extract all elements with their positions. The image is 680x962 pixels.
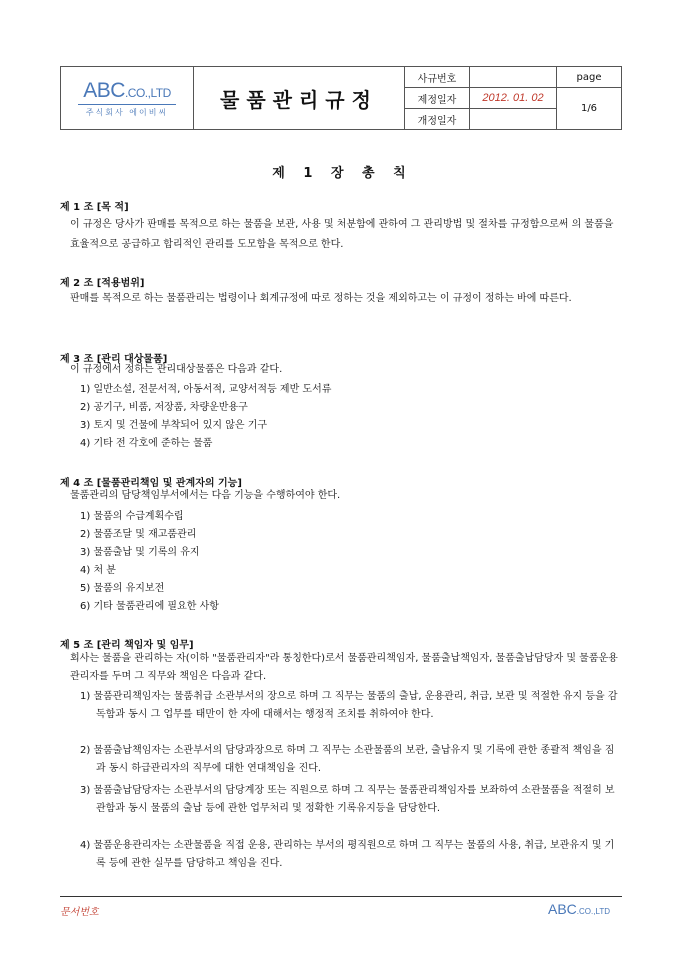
logo-text: ABC bbox=[83, 78, 125, 102]
article-5-item: 1) 물품관리책임자는 물품취급 소관부서의 장으로 하며 그 직무는 물품의 출납, 운용관리, 취급, 보관 및 적절한 유지 등을 감독함과 동시 그 업무를 태만이 한 자에 대해서는 행정적 조치를 취하여야 한다. bbox=[80, 691, 618, 720]
article-5-item: 4) 물품운용관리자는 소관물품을 직접 운용, 관리하는 부서의 평직원으로 하며 그 직무는 물품의 사용, 취급, 보관유지 및 기록 등에 관한 실무를 담당하고 책임을 진다. bbox=[80, 840, 615, 869]
article-1-body: 이 규정은 당사가 판매를 목적으로 하는 물품을 보관, 사용 및 처분함에 관하여 그 관리방법 및 절차를 규정함으로써 의 물품을 효율적으로 공급하고 합리적인 관리를 도모함을 목적으로 한다. bbox=[70, 219, 614, 250]
article-5-body: 회사는 물품을 관리하는 자(이하 "물품관리자"라 통칭한다)로서 물품관리책임자, 물품출납책임자, 물품출납담당자 및 물품운용관리자를 두며 그 직무와 책임은 다음과 같다. bbox=[70, 653, 618, 682]
article-4-heading: 제 4 조 [물품관리책임 및 관계자의 기능] bbox=[60, 478, 242, 489]
rule-no-label: 사규번호 bbox=[405, 67, 470, 88]
document-number-label: 문서번호 bbox=[60, 907, 99, 918]
article-1-heading: 제 1 조 [목 적] bbox=[60, 202, 129, 213]
page-value: 1/6 bbox=[557, 88, 622, 130]
article-3-body: 이 규정에서 정하는 관리대상물품은 다음과 같다. bbox=[70, 364, 283, 375]
article-3-item: 1) 일반소설, 전문서적, 아동서적, 교양서적등 제반 도서류 bbox=[80, 384, 332, 395]
article-2-heading: 제 2 조 [적용범위] bbox=[60, 278, 145, 289]
footer-logo-text: ABC bbox=[548, 901, 577, 917]
logo-suffix: .CO.,LTD bbox=[124, 85, 171, 100]
article-3-heading: 제 3 조 [관리 대상물품] bbox=[60, 354, 168, 365]
page-label: page bbox=[557, 67, 622, 88]
article-4-item: 6) 기타 물품관리에 필요한 사항 bbox=[80, 601, 219, 612]
revised-date-value bbox=[470, 109, 557, 130]
chapter-title: 제 1 장 총 칙 bbox=[272, 166, 408, 181]
article-4-item: 4) 처 분 bbox=[80, 565, 116, 576]
company-logo bbox=[61, 67, 194, 130]
article-4-item: 2) 물품조달 및 재고품관리 bbox=[80, 529, 197, 540]
footer-logo-suffix: .CO.,LTD bbox=[576, 907, 610, 916]
article-3-item: 4) 기타 전 각호에 준하는 물품 bbox=[80, 438, 213, 449]
article-3-item: 3) 토지 및 건물에 부착되어 있지 않은 기구 bbox=[80, 420, 268, 431]
enacted-date-label: 제정일자 bbox=[405, 88, 470, 109]
article-4-item: 3) 물품출납 및 기록의 유지 bbox=[80, 547, 200, 558]
article-5-item: 2) 물품출납책임자는 소관부서의 담당과장으로 하며 그 직무는 소관물품의 보관, 출납유지 및 기록에 관한 종괄적 책임을 짐과 동시 하급관리자의 직무에 대한 연대책임을 진다. bbox=[80, 745, 615, 774]
footer-logo bbox=[548, 901, 610, 917]
article-5-heading: 제 5 조 [관리 책임자 및 임무] bbox=[60, 640, 194, 651]
footer-divider bbox=[60, 896, 622, 897]
article-3-item: 2) 공기구, 비품, 저장품, 차량운반용구 bbox=[80, 402, 248, 413]
article-2-body: 판매를 목적으로 하는 물품관리는 법령이나 회계규정에 따로 정하는 것을 제외하고는 이 규정이 정하는 바에 따른다. bbox=[70, 293, 572, 304]
article-4-item: 5) 물품의 유지보전 bbox=[80, 583, 165, 594]
document-title: 물품관리규정 bbox=[194, 67, 405, 130]
article-4-body: 물품관리의 담당책임부서에서는 다음 기능을 수행하여야 한다. bbox=[70, 490, 341, 501]
article-5-item: 3) 물품출납담당자는 소관부서의 담당계장 또는 직원으로 하며 그 직무는 물품관리책임자를 보좌하여 소관물품을 적절히 보관함과 동시 물품의 출납 등에 관한 업무처리 및 정확한 기록유지등을 담당한다. bbox=[80, 785, 615, 814]
enacted-date-value: 2012. 01. 02 bbox=[470, 88, 557, 109]
revised-date-label: 개정일자 bbox=[405, 109, 470, 130]
rule-no-value bbox=[470, 67, 557, 88]
logo-subtitle: 주식회사 에이비씨 bbox=[85, 107, 169, 117]
article-4-item: 1) 물품의 수급계획수립 bbox=[80, 511, 184, 522]
logo-underline bbox=[78, 104, 176, 105]
document-header-table bbox=[60, 66, 622, 130]
